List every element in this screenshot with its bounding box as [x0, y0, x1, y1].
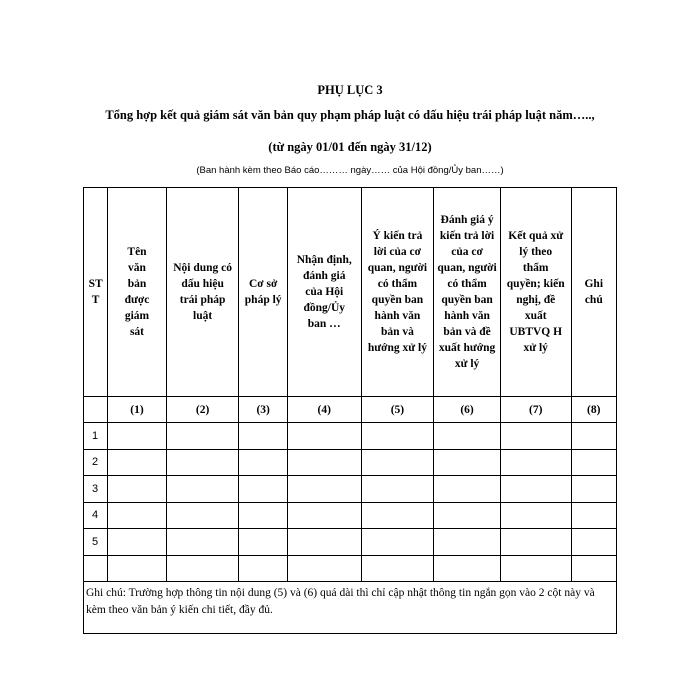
table-cell	[500, 423, 571, 450]
header-cell-response-evaluation: Đánh giá ý kiến trả lời của cơ quan, người có thẩm quyền ban hành văn bản và đề xuất hướng xử lý	[434, 188, 501, 397]
row-number: 4	[84, 502, 108, 529]
footer-row	[84, 582, 617, 634]
supervision-table	[83, 187, 617, 634]
table-cell	[239, 529, 287, 556]
header-row	[84, 188, 617, 397]
table-cell	[361, 476, 434, 503]
column-number-cell: (5)	[361, 397, 434, 423]
row-number: 1	[84, 423, 108, 450]
header-cell-stt: ST T	[84, 188, 108, 397]
row-number: 5	[84, 529, 108, 556]
table-cell	[287, 529, 361, 556]
column-number-cell: (6)	[434, 397, 501, 423]
header-cell-legal-basis: Cơ sở pháp lý	[239, 188, 287, 397]
date-range: (từ ngày 01/01 đến ngày 31/12)	[268, 140, 432, 154]
header-cell-illegal-content: Nội dung có dấu hiệu trái pháp luật	[166, 188, 239, 397]
table-cell	[434, 555, 501, 582]
table-cell	[166, 449, 239, 476]
table-cell	[108, 449, 167, 476]
table-cell	[239, 423, 287, 450]
table-cell	[287, 555, 361, 582]
table-cell	[361, 423, 434, 450]
report-subtitle: Tổng hợp kết quả giám sát văn bản quy phạm pháp luật có dấu hiệu trái pháp luật năm…..,	[105, 108, 595, 122]
table-cell	[166, 423, 239, 450]
footer-note: Ghi chú: Trường hợp thông tin nội dung (5) và (6) quá dài thì chỉ cập nhật thông tin ngắn gọn vào 2 cột này và kèm theo văn bản ý kiến chi tiết, đầy đủ.	[84, 582, 617, 634]
table-cell	[500, 555, 571, 582]
header-cell-handling-result: Kết quả xử lý theo thẩm quyền; kiến nghị, đề xuất UBTVQ H xử lý	[500, 188, 571, 397]
table-cell	[571, 423, 616, 450]
table-cell	[239, 555, 287, 582]
column-number-cell: (8)	[571, 397, 616, 423]
table-row	[84, 449, 617, 476]
table-cell	[108, 555, 167, 582]
table-cell	[500, 529, 571, 556]
table-row	[84, 529, 617, 556]
table-cell	[571, 449, 616, 476]
table-row	[84, 423, 617, 450]
table-cell	[434, 476, 501, 503]
header-cell-assessment: Nhận định, đánh giá của Hội đồng/Ủy ban …	[287, 188, 361, 397]
column-number-cell	[84, 397, 108, 423]
table-cell	[239, 476, 287, 503]
table-cell	[108, 529, 167, 556]
table-cell	[434, 449, 501, 476]
table-cell	[361, 502, 434, 529]
issued-note: (Ban hành kèm theo Báo cáo……… ngày…… của Hội đồng/Ủy ban……)	[196, 165, 504, 176]
table-cell	[287, 423, 361, 450]
header-cell-agency-response: Ý kiến trả lời của cơ quan, người có thẩm quyền ban hành văn bản và hướng xử lý	[361, 188, 434, 397]
table-row	[84, 476, 617, 503]
table-cell	[166, 476, 239, 503]
column-number-cell: (2)	[166, 397, 239, 423]
table-cell	[434, 502, 501, 529]
table-cell	[239, 502, 287, 529]
table-cell	[166, 529, 239, 556]
table-cell	[571, 502, 616, 529]
appendix-title: PHỤ LỤC 3	[317, 83, 383, 97]
column-number-cell: (3)	[239, 397, 287, 423]
column-number-cell: (7)	[500, 397, 571, 423]
table-cell	[361, 555, 434, 582]
table-cell	[500, 476, 571, 503]
table-cell	[287, 502, 361, 529]
header-cell-notes: Ghi chú	[571, 188, 616, 397]
table-cell	[361, 449, 434, 476]
table-cell	[166, 502, 239, 529]
table-cell	[571, 476, 616, 503]
column-number-cell: (4)	[287, 397, 361, 423]
column-number-cell: (1)	[108, 397, 167, 423]
row-number: 3	[84, 476, 108, 503]
table-cell	[287, 476, 361, 503]
column-number-row	[84, 397, 617, 423]
table-cell	[108, 423, 167, 450]
table-cell	[434, 529, 501, 556]
table-cell	[571, 529, 616, 556]
table-cell	[108, 502, 167, 529]
table-cell	[287, 449, 361, 476]
table-cell	[166, 555, 239, 582]
row-number: 2	[84, 449, 108, 476]
table-row	[84, 555, 617, 582]
header-cell-document-name: Tên văn bản được giám sát	[108, 188, 167, 397]
table-cell	[434, 423, 501, 450]
table-cell	[571, 555, 616, 582]
table-cell	[500, 502, 571, 529]
table-cell	[239, 449, 287, 476]
table-cell	[500, 449, 571, 476]
row-number	[84, 555, 108, 582]
table-row	[84, 502, 617, 529]
table-cell	[361, 529, 434, 556]
table-cell	[108, 476, 167, 503]
